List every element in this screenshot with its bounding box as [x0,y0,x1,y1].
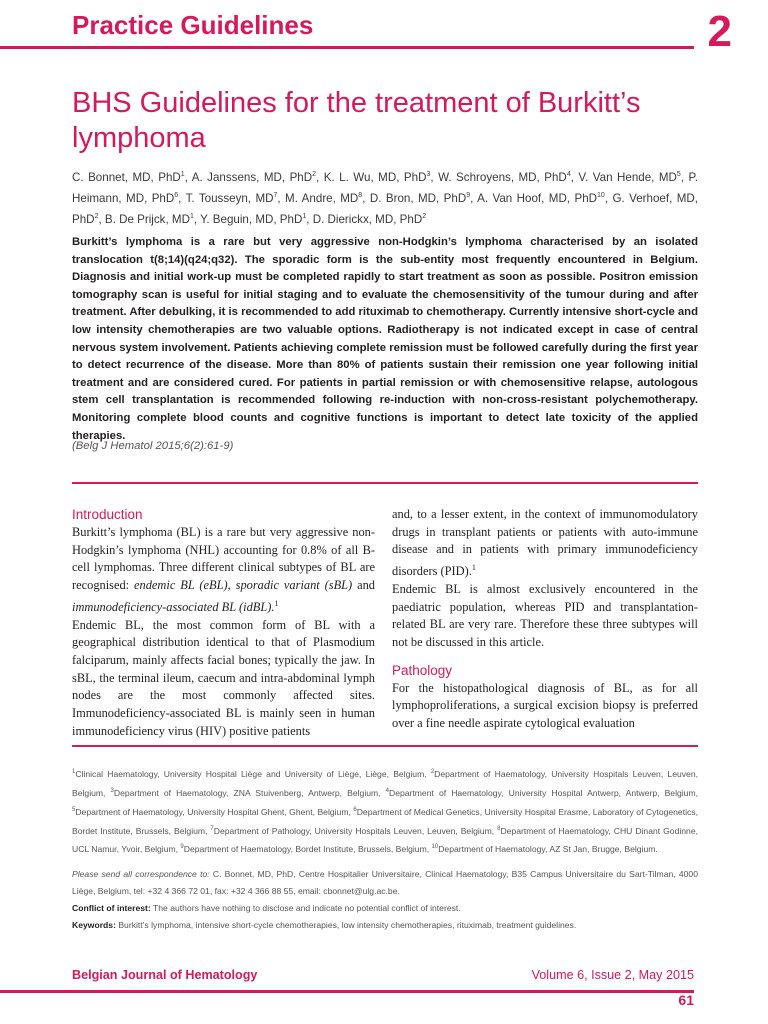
intro-paragraph-2-continued [392,506,698,581]
conflict-of-interest [72,900,698,917]
affiliation-number: 10 [431,844,439,851]
author-name: A. Van Hoof, MD, PhD [477,191,598,205]
author-name: A. Janssens, MD, PhD [191,170,313,184]
intro-subtypes: endemic BL (eBL), sporadic variant (sBL) [134,578,353,593]
chapter-number: 2 [707,7,732,56]
affiliations [72,764,698,858]
affiliation-text: Department of Haematology, University Hospital Ghent, Ghent, Belgium, [75,806,354,817]
article-title: BHS Guidelines for the treatment of Burkitt’s lymphoma [72,87,641,154]
journal-name: Belgian Journal of Hematology [72,968,258,982]
author-name: D. Bron, MD, PhD [369,191,467,205]
affiliation-text: Department of Haematology, University Hospital Antwerp, Antwerp, Belgium, [388,787,699,798]
affiliation-text: Department of Medical Genetics, University Hospital Erasme, Laboratory of Cytogenetics, Bordet Institute, Brussels, Belgium, [72,806,698,836]
affiliation-marker: 1 [180,171,185,178]
author-name: C. Bonnet, MD, PhD [72,170,181,184]
keywords-label: Keywords: [72,920,116,930]
intro-text-join: and [352,578,375,593]
running-header [72,7,732,56]
correspondence [72,866,698,900]
intro-subtype-idbl: immunodeficiency-associated BL (idBL). [72,599,275,614]
issue-info: Volume 6, Issue 2, May 2015 [531,968,694,982]
affiliation-marker: 1 [189,212,194,220]
keywords-text: Burkitt’s lymphoma, intensive short-cycle chemotherapies, low intensity chemotherapies, rituximab, treatment guidelines. [115,920,577,930]
reference-marker[interactable]: 1 [471,563,476,573]
column-left [72,506,375,741]
intro-continued-text: and, to a lesser extent, in the context of immunomodulatory drugs in transplant patients or patients with auto-immune disease and in patients with primary immunodeficiency disorders (PID). [392,507,698,579]
affiliation-number: 4 [385,787,389,794]
reference-marker[interactable]: 1 [274,598,279,608]
affiliation-number: 7 [210,825,214,832]
author-name: Y. Beguin, MD, PhD [200,212,303,226]
affiliation-marker: 7 [273,191,278,199]
citation: (Belg J Hematol 2015;6(2):61-9) [72,440,234,452]
author-name: T. Tousseyn, MD [185,191,274,205]
affiliation-text: Department of Haematology, Bordet Institute, Brussels, Belgium, [183,844,432,855]
affiliation-number: 8 [497,825,501,832]
affiliation-marker: 4 [566,171,571,178]
affiliation-marker: 2 [312,171,317,178]
author-name: P. Heimann, MD, PhD [72,170,698,205]
intro-paragraph-3: Endemic BL is almost exclusively encountered in the paediatric population, whereas PID and transplantation-related BL are very rare. Therefore these three subtypes will not be discussed in this article. [392,581,698,650]
affiliation-marker: 3 [426,171,431,178]
page-number: 61 [678,992,694,1008]
footnote-divider [72,745,698,747]
author-name: B. De Prijck, MD [104,212,190,226]
affiliation-marker: 2 [94,212,99,220]
intro-text: Burkitt’s lymphoma (BL) is a rare but very aggressive non-Hodgkin’s lymphoma (NHL) accounting for 0.8% of all B-cell lymphomas. Three different clinical subtypes of BL are recognised: [72,525,375,593]
author-list: C. Bonnet, MD, PhD$^1$, A. Janssens, MD, PhD$^2$, K. L. Wu, MD, PhD$^3$, W. Schroyens, MD, PhD$^4$, V. Van Hende, $MD^5$, P. Heimann, MD, PhD$^6$, T. Tousseyn, $MD^7$, M. Andre, $MD^8$, D. Bron, MD, PhD$^9$, A. Van Hoof, MD, PhD$^{10}$, G. Verhoef, MD, PhD$^2$, B. De Prijck, $MD^1$, Y. Beguin, MD, PhD$^1$, D. Dierickx, MD, PhD$^2$ [72,170,698,226]
author-name: W. Schroyens, MD, PhD [438,170,567,184]
affiliation-marker: 2 [422,212,427,220]
affiliation-number: 3 [110,787,114,794]
keywords [72,917,698,934]
footer-rule [0,990,694,993]
affiliation-number: 9 [180,844,184,851]
affiliation-number: 1 [72,769,76,775]
author-name: K. L. Wu, MD, PhD [323,170,427,184]
affiliation-marker: 10 [597,191,605,199]
pathology-paragraph-1: For the histopathological diagnosis of BL, as for all lymphoproliferations, a surgical excision biopsy is preferred over a fine needle aspirate cytological evaluation [392,680,698,731]
author-name: V. Van Hende, MD [578,170,677,184]
conflict-label: Conflict of interest: [72,903,151,913]
author-name: G. Verhoef, MD, PhD [72,191,698,226]
correspondence-label: Please send all correspondence to: [72,869,210,879]
section-label: Practice Guidelines [72,10,314,40]
intro-paragraph-2: Endemic BL, the most common form of BL with a geographical distribution identical to that of Plasmodium falciparum, mainly affects facial bones; typically the jaw. In sBL, the terminal ileum, caecum and intra-abdominal lymph nodes are the most commonly affected sites. Immunodeficiency-associated BL is mainly seen in human immunodeficiency virus (HIV) positive patients [72,617,375,738]
affiliation-number: 5 [72,806,76,813]
affiliation-text: Department of Haematology, CHU Dinant Godinne, UCL Namur, Yvoir, Belgium, [72,825,698,855]
introduction-heading: Introduction [72,507,143,522]
abstract-divider [72,482,698,484]
column-right [392,506,698,733]
author-name: M. Andre, MD [285,191,359,205]
affiliation-marker: 6 [174,191,179,199]
affiliation-marker: 5 [676,171,681,178]
author-name: D. Dierickx, MD, PhD [312,212,423,226]
correspondence-text: C. Bonnet, MD, PhD, Centre Hospitalier Universitaire, Clinical Haematology, B35 Campus Universitaire du Sart-Tilman, 4000 Liège, Belgium, tel: +32 4 366 72 01, fax: +32 4 366 88 55, email: cbonnet@ulg.ac.be. [72,869,698,896]
affiliation-text: Department of Pathology, University Hospitals Leuven, Leuven, Belgium, [213,825,498,836]
affiliation-text: Department of Haematology, AZ St Jan, Brugge, Belgium. [438,844,658,855]
affiliation-marker: 8 [358,191,363,199]
affiliation-marker: 9 [466,191,471,199]
pathology-heading: Pathology [392,662,453,678]
header-rule [0,46,694,49]
affiliation-text: Department of Haematology, University Hospitals Leuven, Leuven, Belgium, [72,768,698,798]
affiliation-text: Clinical Haematology, University Hospital Liège and University of Liège, Liège, Belgium, [75,768,431,779]
abstract: Burkitt’s lymphoma is a rare but very aggressive non-Hodgkin’s lymphoma characterised by an isolated translocation t(8;14)(q24;q32). The sporadic form is the sub-entity most frequently encountered in Belgium. Diagnosis and initial work-up must be completed rapidly to start treatment as soon as possible. Positron emission tomography scan is useful for initial staging and to evaluate the chemosensitivity of the tumour during and after treatment. After debulking, it is recommended to add rituximab to chemotherapy. Currently intensive short-cycle and low intensity chemotherapies are two valuable options. Radiotherapy is not indicated except in case of central nervous system involvement. Patients achieving complete remission must be followed carefully during the first year to detect recurrence of the disease. More than 80% of patients sustain their remission one year following initial treatment and are considered cured. For patients in partial remission or with chemosensitive relapse, autologous stem cell transplantation is recommended following re-induction with non-cross-resistant polychemotherapy. Monitoring complete blood counts and cognitive functions is important to detect late toxicity of the applied therapies. [72,236,698,442]
affiliation-number: 2 [430,769,435,775]
affiliation-text: Department of Haematology, ZNA Stuivenberg, Antwerp, Belgium, [113,787,386,798]
intro-paragraph-1 [72,524,375,617]
affiliation-number: 6 [353,806,357,813]
affiliation-marker: 1 [302,212,307,220]
conflict-text: The authors have nothing to disclose and indicate no potential conflict of interest. [150,903,461,913]
